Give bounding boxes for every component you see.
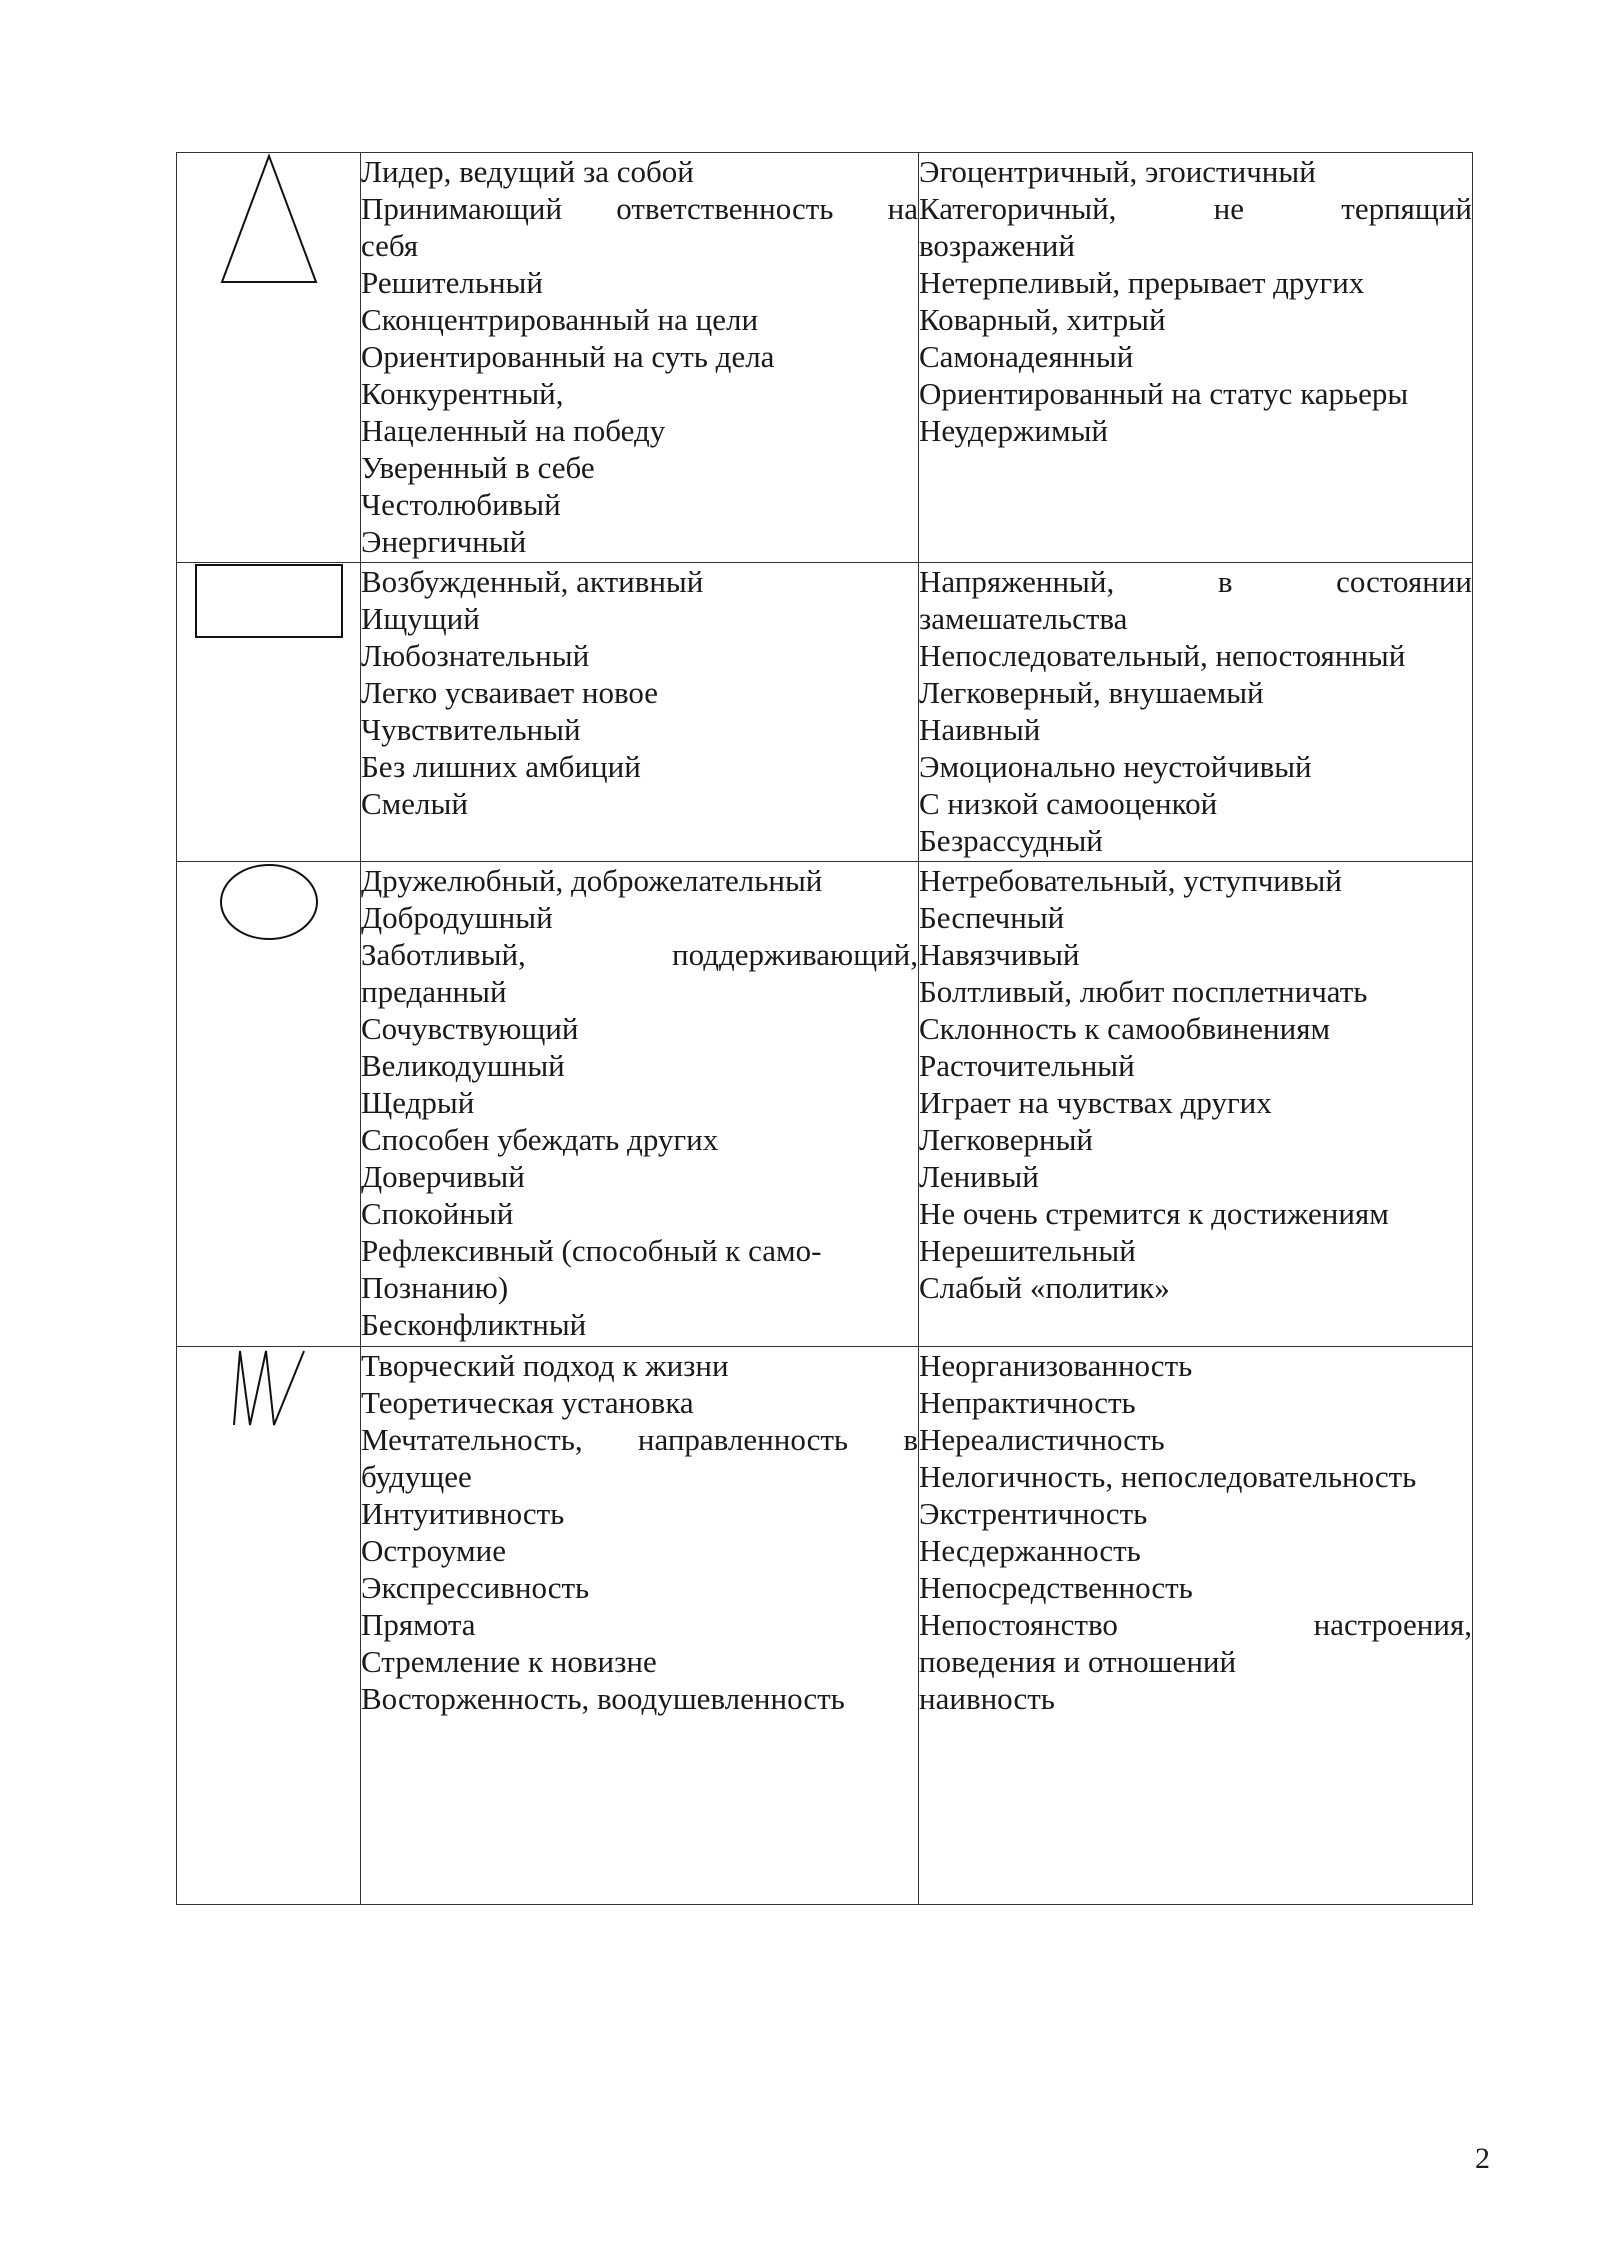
trait-line: Способен убеждать других	[361, 1122, 719, 1157]
trait-line: Неорганизованность	[919, 1348, 1193, 1383]
negative-traits-cell	[919, 153, 1473, 563]
table-row-triangle	[177, 153, 1473, 563]
trait-line: Конкурентный,	[361, 376, 564, 411]
negative-traits-cell	[919, 563, 1473, 862]
table-row-rectangle	[177, 563, 1473, 862]
trait-line: Категоричный, не терпящий	[919, 191, 1472, 226]
trait-line: Нереалистичность	[919, 1422, 1165, 1457]
trait-line: Расточительный	[919, 1048, 1135, 1083]
trait-line: Ленивый	[919, 1159, 1039, 1194]
trait-line: Интуитивность	[361, 1496, 565, 1531]
trait-line: себя	[361, 228, 419, 263]
rectangle-icon	[177, 563, 360, 639]
trait-line: возражений	[919, 228, 1075, 263]
trait-line: Беспечный	[919, 900, 1065, 935]
trait-line: Ищущий	[361, 601, 480, 636]
trait-line: Принимающий ответственность на	[361, 191, 918, 226]
trait-line: Остроумие	[361, 1533, 506, 1568]
trait-line: Самонадеянный	[919, 339, 1134, 374]
trait-line: Сконцентрированный на цели	[361, 302, 759, 337]
shape-cell	[177, 153, 361, 563]
trait-line: Дружелюбный, доброжелательный	[361, 863, 823, 898]
trait-line: Энергичный	[361, 524, 527, 559]
trait-line: Сочувствующий	[361, 1011, 579, 1046]
positive-traits-cell	[361, 862, 919, 1347]
shape-cell	[177, 862, 361, 1347]
trait-line: Не очень стремится к достижениям	[919, 1196, 1389, 1231]
trait-line: Великодушный	[361, 1048, 565, 1083]
positive-traits-cell	[361, 1347, 919, 1905]
trait-line: Без лишних амбиций	[361, 749, 641, 784]
trait-line: Стремление к новизне	[361, 1644, 657, 1679]
trait-line: Нелогичность, непоследовательность	[919, 1459, 1417, 1494]
trait-line: Болтливый, любит посплетничать	[919, 974, 1368, 1009]
trait-line: Доверчивый	[361, 1159, 525, 1194]
trait-line: Склонность к самообвинениям	[919, 1011, 1331, 1046]
trait-line: Уверенный в себе	[361, 450, 595, 485]
trait-line: Нерешительный	[919, 1233, 1136, 1268]
circle-icon	[177, 862, 360, 942]
trait-line: Навязчивый	[919, 937, 1080, 972]
traits-table	[176, 152, 1473, 1905]
trait-line: Теоретическая установка	[361, 1385, 694, 1420]
trait-line: поведения и отношений	[919, 1644, 1237, 1679]
trait-line: Безрассудный	[919, 823, 1103, 858]
trait-line: Ориентированный на статус карьеры	[919, 376, 1409, 411]
trait-line: Честолюбивый	[361, 487, 561, 522]
trait-line: Напряженный, в состоянии	[919, 564, 1472, 599]
trait-line: Непосредственность	[919, 1570, 1193, 1605]
trait-line: Слабый «политик»	[919, 1270, 1170, 1305]
trait-line: Наивный	[919, 712, 1041, 747]
trait-line: преданный	[361, 974, 507, 1009]
trait-line: наивность	[919, 1681, 1055, 1716]
negative-traits-cell	[919, 1347, 1473, 1905]
trait-line: Нацеленный на победу	[361, 413, 666, 448]
trait-line: Восторженность, воодушевленность	[361, 1681, 845, 1716]
table-row-zigzag	[177, 1347, 1473, 1905]
trait-line: Несдержанность	[919, 1533, 1141, 1568]
trait-line: Заботливый, поддерживающий,	[361, 937, 918, 972]
trait-line: Спокойный	[361, 1196, 514, 1231]
trait-line: Познанию)	[361, 1270, 509, 1305]
trait-line: Легковерный	[919, 1122, 1093, 1157]
trait-line: Нетерпеливый, прерывает других	[919, 265, 1365, 300]
trait-line: С низкой самооценкой	[919, 786, 1218, 821]
trait-line: Лидер, ведущий за собой	[361, 154, 694, 189]
trait-line: Любознательный	[361, 638, 590, 673]
trait-line: Эмоционально неустойчивый	[919, 749, 1312, 784]
negative-traits-cell	[919, 862, 1473, 1347]
positive-traits-cell	[361, 563, 919, 862]
trait-line: Творческий подход к жизни	[361, 1348, 729, 1383]
trait-line: Возбужденный, активный	[361, 564, 704, 599]
trait-line: Эгоцентричный, эгоистичный	[919, 154, 1316, 189]
trait-line: Неудержимый	[919, 413, 1108, 448]
trait-line: Рефлексивный (способный к само-	[361, 1233, 822, 1268]
trait-line: Щедрый	[361, 1085, 475, 1120]
trait-line: Добродушный	[361, 900, 553, 935]
trait-line: Экспрессивность	[361, 1570, 590, 1605]
trait-line: Непостоянство настроения,	[919, 1607, 1472, 1642]
positive-traits-cell	[361, 153, 919, 563]
zigzag-icon	[177, 1347, 360, 1429]
page-number: 2	[1475, 2142, 1490, 2175]
trait-line: Играет на чувствах других	[919, 1085, 1272, 1120]
trait-line: Смелый	[361, 786, 468, 821]
shape-cell	[177, 563, 361, 862]
trait-line: Легковерный, внушаемый	[919, 675, 1264, 710]
trait-line: Мечтательность, направленность в	[361, 1422, 918, 1457]
trait-line: Ориентированный на суть дела	[361, 339, 775, 374]
trait-line: Бесконфликтный	[361, 1307, 587, 1342]
trait-line: будущее	[361, 1459, 472, 1494]
trait-line: Легко усваивает новое	[361, 675, 659, 710]
trait-line: Решительный	[361, 265, 543, 300]
trait-line: Прямота	[361, 1607, 476, 1642]
trait-line: Чувствительный	[361, 712, 581, 747]
trait-line: замешательства	[919, 601, 1128, 636]
trait-line: Нетребовательный, уступчивый	[919, 863, 1342, 898]
table-row-circle	[177, 862, 1473, 1347]
trait-line: Непрактичность	[919, 1385, 1136, 1420]
trait-line: Непоследовательный, непостоянный	[919, 638, 1406, 673]
trait-line: Экстрентичность	[919, 1496, 1148, 1531]
shape-cell	[177, 1347, 361, 1905]
triangle-icon	[177, 153, 360, 285]
trait-line: Коварный, хитрый	[919, 302, 1166, 337]
